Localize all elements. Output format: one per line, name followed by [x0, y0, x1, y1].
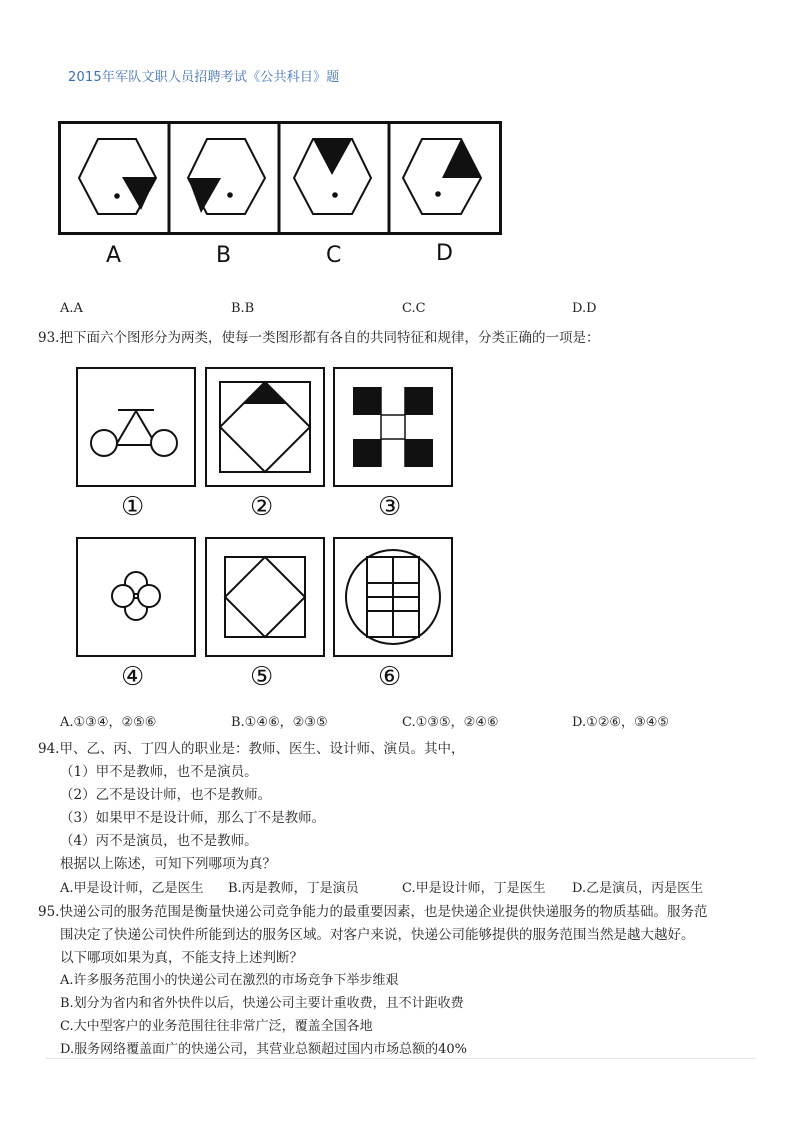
q94-option-a[interactable]: A.甲是设计师，乙是医生 — [60, 881, 204, 896]
q93-option-c[interactable]: C.①③⑤，②④⑥ — [402, 715, 499, 730]
q92-figure-b — [188, 139, 265, 214]
q94-option-c[interactable]: C.甲是设计师，丁是医生 — [402, 881, 546, 896]
q93-figure-3 — [333, 367, 453, 487]
q92-figure-label-a: A — [106, 243, 122, 268]
q95-option-a[interactable]: A.许多服务范围小的快递公司在激烈的市场竞争下举步维艰 — [60, 973, 399, 988]
q94-condition-1: （1）甲不是教师，也不是演员。 — [60, 764, 258, 780]
q92-figure-strip — [58, 121, 502, 235]
q93-figure-4 — [76, 537, 196, 657]
q92-figure-a — [79, 139, 156, 214]
q93-figure-5 — [205, 537, 325, 657]
q94-condition-2: （2）乙不是设计师，也不是教师。 — [60, 787, 272, 803]
q95-option-d[interactable]: D.服务网络覆盖面广的快递公司，其营业总额超过国内市场总额的40% — [60, 1042, 467, 1057]
q92-option-b[interactable]: B.B — [231, 301, 255, 316]
q93-figure-6 — [333, 537, 453, 657]
page-bottom-divider — [46, 1058, 756, 1059]
q95-stem-line-2: 围决定了快递公司快件所能到达的服务区域。对客户来说，快递公司能够提供的服务范围当然是越大越好。 — [60, 927, 695, 943]
q95-option-c[interactable]: C.大中型客户的业务范围往往非常广泛，覆盖全国各地 — [60, 1019, 373, 1034]
page-header-title: 2015年军队文职人员招聘考试《公共科目》题 — [68, 70, 340, 85]
q92-option-d[interactable]: D.D — [572, 301, 597, 316]
q93-figure-label-6: ⑥ — [378, 662, 402, 692]
q93-option-a[interactable]: A.①③④，②⑤⑥ — [60, 715, 157, 730]
q93-figure-2 — [205, 367, 325, 487]
q94-stem: 94.甲、乙、丙、丁四人的职业是：教师、医生、设计师、演员。其中， — [38, 741, 465, 757]
q92-figure-label-c: C — [326, 243, 342, 268]
q95-stem-line-1: 95.快递公司的服务范围是衡量快递公司竞争能力的最重要因素，也是快递企业提供快递服务的物质基础。服务范 — [38, 904, 708, 920]
q94-condition-3: （3）如果甲不是设计师，那么丁不是教师。 — [60, 810, 326, 826]
q95-option-b[interactable]: B.划分为省内和省外快件以后，快递公司主要计重收费，且不计距收费 — [60, 996, 464, 1011]
q94-question: 根据以上陈述，可知下列哪项为真？ — [60, 856, 276, 872]
q92-figure-d — [403, 139, 481, 214]
q93-figure-label-3: ③ — [378, 492, 402, 522]
q93-option-b[interactable]: B.①④⑥，②③⑤ — [231, 715, 328, 730]
q92-option-a[interactable]: A.A — [60, 301, 83, 316]
q94-condition-4: （4）丙不是演员，也不是教师。 — [60, 833, 258, 849]
q93-figure-1 — [76, 367, 196, 487]
q93-stem: 93.把下面六个图形分为两类，使每一类图形都有各自的共同特征和规律，分类正确的一项是： — [38, 330, 600, 346]
q92-option-c[interactable]: C.C — [402, 301, 426, 316]
q92-figure-c — [294, 139, 371, 214]
q94-option-d[interactable]: D.乙是演员，丙是医生 — [572, 881, 704, 896]
q92-figure-label-d: D — [436, 241, 453, 266]
q92-figure-label-b: B — [216, 243, 232, 268]
q93-option-d[interactable]: D.①②⑥，③④⑤ — [572, 715, 670, 730]
q93-figure-label-1: ① — [121, 492, 145, 522]
q95-question: 以下哪项如果为真，不能支持上述判断？ — [60, 950, 303, 966]
q93-figure-label-4: ④ — [121, 662, 145, 692]
q93-figure-label-5: ⑤ — [250, 662, 274, 692]
q94-option-b[interactable]: B.丙是教师，丁是演员 — [228, 881, 359, 896]
q93-figure-label-2: ② — [250, 492, 274, 522]
